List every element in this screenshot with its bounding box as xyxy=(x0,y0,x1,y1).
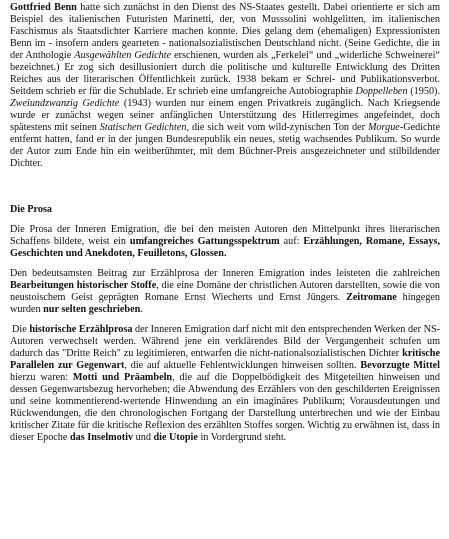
text-run: , die auf aktuelle Fehlentwicklungen hinweisen sollten. xyxy=(124,360,361,371)
italic-title: Statischen Gedichten xyxy=(99,122,187,133)
document-page xyxy=(10,2,440,444)
text-run: auf: xyxy=(279,236,304,247)
text-run: Den bedeutsamsten Beitrag zur Erzählprosa der Inneren Emigration indes leisteten die zahlreichen xyxy=(10,268,440,279)
text-run: Die Prosa der Inneren Emigration, die bei den meisten Autoren den Mittelpunkt ihres literarischen Schaffens bildete, weist ein xyxy=(10,224,440,247)
text-run: -Gedichte entfernt hatten, fand er in der jungen Bundesrepublik ein neues, stetig wachsendes Publikum. So wurde der Autor zum Ende hin ein weitberühmter, mit dem Büchner-Preis ausgezeichneter und stilbildender Dichter. xyxy=(10,122,440,169)
text-run: (1950). xyxy=(407,86,440,97)
author-name: Gottfried Benn xyxy=(10,2,77,13)
text-run: , die eine Domäne der christlichen Autoren darstellten, sowie die von neustoischem Geist geprägten Romane Ernst Wiecherts und Ernst Jüngers. xyxy=(10,280,440,303)
text-run: in Vordergrund steht. xyxy=(197,432,287,443)
bold-phrase: Bearbeitungen historischer Stoffe xyxy=(10,280,157,291)
bold-phrase: Zeitromane xyxy=(346,292,397,303)
text-run: hingegen wurden xyxy=(10,292,441,315)
bold-phrase: Bevorzugte Mittel xyxy=(360,360,441,371)
prose-paragraph-2 xyxy=(10,268,440,316)
text-run: der Inneren Emigration darf nicht mit den entsprechenden Werken der NS-Autoren verwechselt werden. Während jene ein verklärendes Bild der Vergangenheit schufen um dadurch das "Dritte Reich" zu legitimieren, entwarfen die nicht-nationalsozialistischen Dichter xyxy=(10,324,440,359)
bold-phrase: die Utopie xyxy=(153,432,198,443)
section-heading: Die Prosa xyxy=(10,204,52,215)
prose-paragraph-3 xyxy=(10,324,440,444)
bold-phrase: Motti und Präambeln xyxy=(72,372,173,383)
bold-phrase: das Inselmotiv xyxy=(69,432,134,443)
text-run: , die auf die Doppelbödigkeit des Mitgeteilten hinweisen und dessen Gegenwartsbezug hervorheben; die Abwendung des Erzählers von den geschilderten Ereignissen und seine kommentierend-wertende Hinwendung an ein imaginäres Publikum; Vorausdeutungen und Rückwendungen, die den chronologischen Fortgang der Darstellung unterbrechen und wie der Einbau kritischer Zitate für die kritische Reflexion des erzählten Stoffes sorgen. Wichtig zu erwähnen ist, dass in dieser Epoche xyxy=(10,372,440,443)
text-run: , die sich weit vom wild-zynischen Ton der xyxy=(186,122,368,133)
intro-paragraph xyxy=(10,2,440,170)
italic-title: Doppelleben xyxy=(355,86,408,97)
text-run: hierzu waren: xyxy=(10,372,73,383)
bold-phrase: historische Erzählprosa xyxy=(29,324,133,335)
italic-title: Zweiundzwanzig Gedichte xyxy=(10,98,120,109)
text-run: (1943) wurden nur einem engen Privatkreis zugänglich. Nach Kriegsende wurde er zunächst wegen seiner anfänglichen Unterstützung des Hitlerregimes angefeindet, doch spätestens mit seinen xyxy=(10,98,441,133)
text-run: hatte sich zunächst in den Dienst des NS-Staates gestellt. Dabei orientierte er sich am Beispiel des italienischen Futuristen Marinetti, der, von Musssolini wohlgelitten, im italienischen Faschismus als Staatsdichter Karriere machen konnte. Dies gelang dem (ehemaligen) Expressionisten Benn im - insofern anders gearteten - nationalsozialistischen Deutschland nicht. (Seine Gedichte, die in der Anthologie xyxy=(10,2,441,61)
text-run: erschienen, wurden als „Ferkelei“ und „widerliche Schweinerei“ bezeichnet.) Er zog sich desillusioniert durch die politische und kulturelle Entwicklung des Dritten Reiches aus der literarischen Öffentlichkeit zurück. 1938 bekam er Schrei- und Publikationsverbot. Seitdem schrieb er für die Schublade. Er schrieb eine umfangreiche Autobiographie xyxy=(10,50,440,97)
bold-phrase: umfangreiches Gattungsspektrum xyxy=(129,236,280,247)
bold-phrase: kritische Parallelen zur Gegenwart xyxy=(10,348,440,371)
bold-phrase: nur selten geschrieben xyxy=(43,304,141,315)
bold-phrase: Erzählungen, Romane, Essays, Geschichten und Anekdoten, Feuilletons, Glossen. xyxy=(10,236,441,259)
text-run: Die xyxy=(12,324,30,335)
italic-title: Ausgewählten Gedichte xyxy=(74,50,172,61)
italic-title: Morgue xyxy=(367,122,400,133)
text-run: und xyxy=(133,432,154,443)
prose-paragraph-1 xyxy=(10,224,440,260)
text-run: . xyxy=(140,304,143,315)
